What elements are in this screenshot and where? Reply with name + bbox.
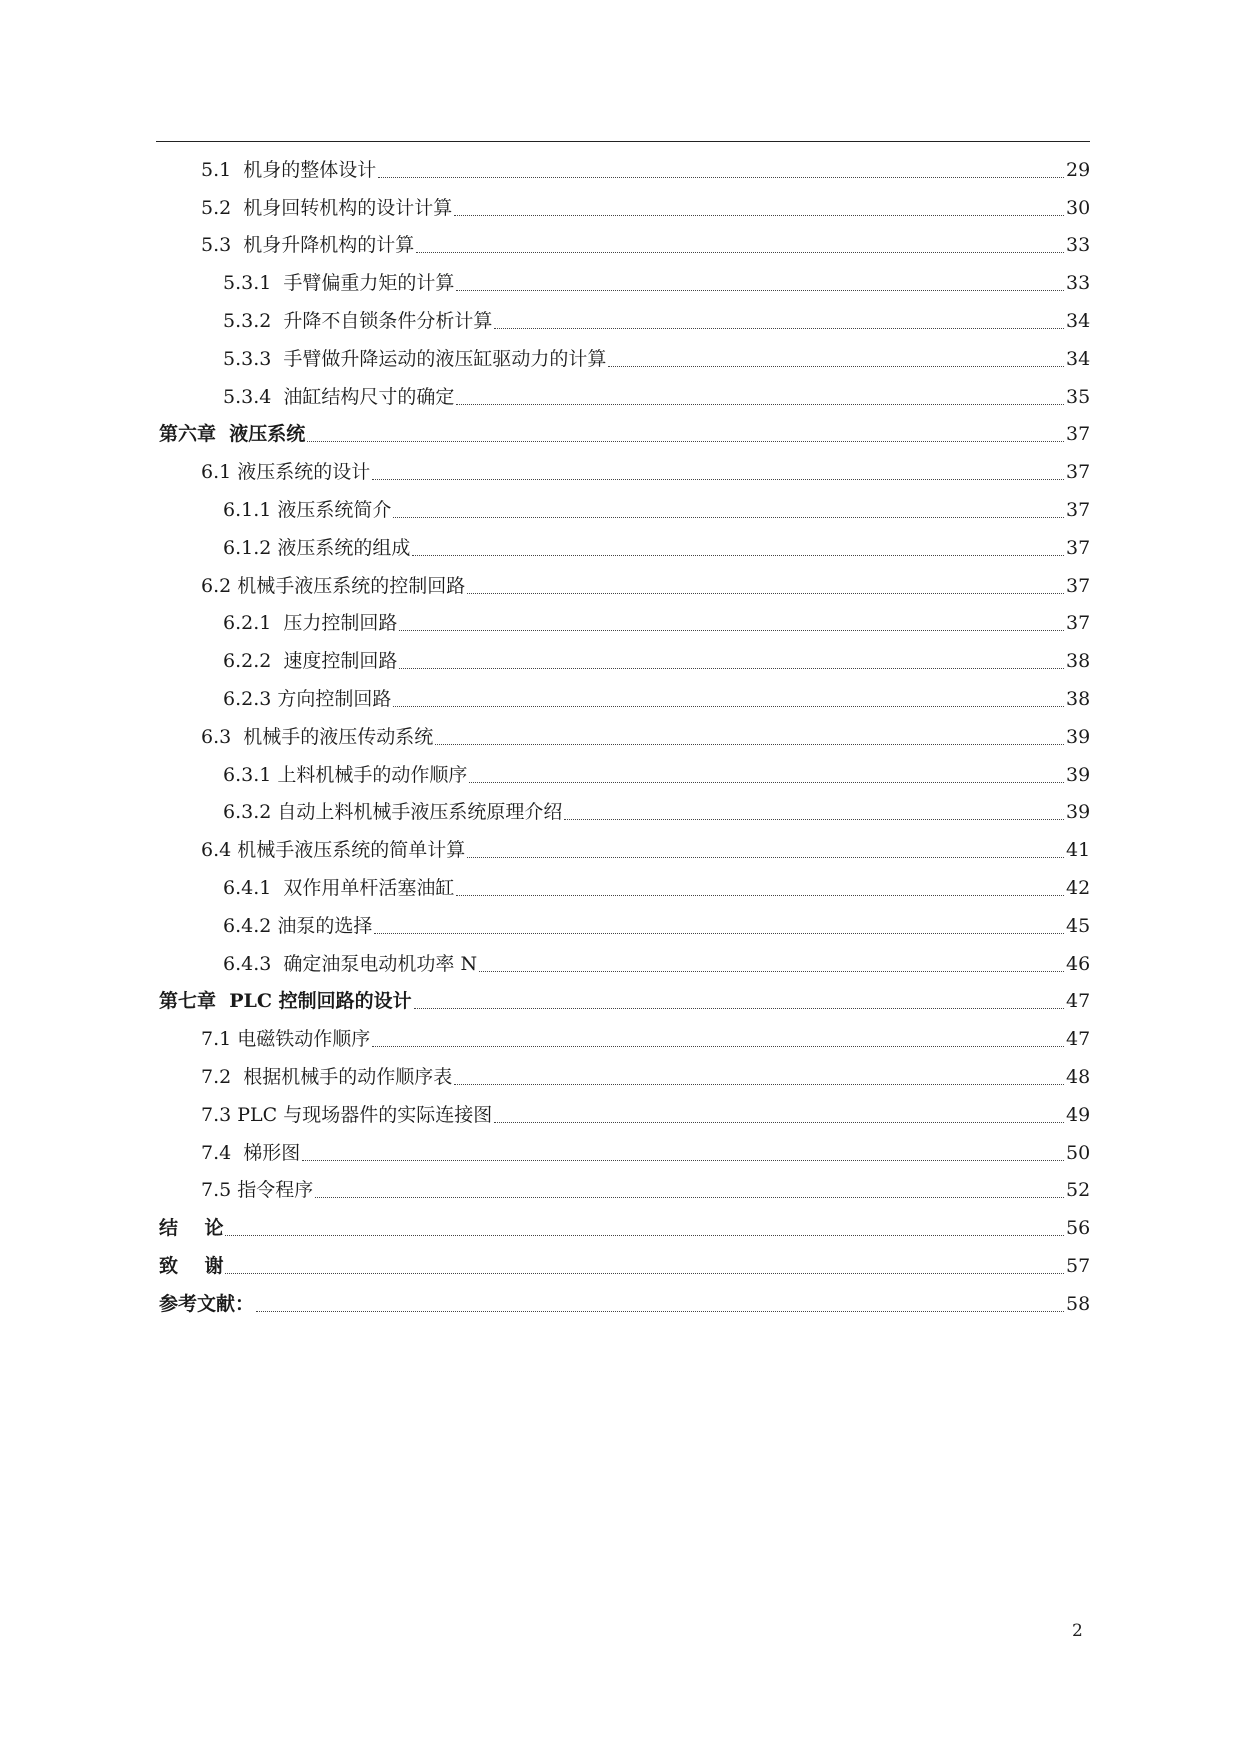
toc-entry[interactable] [156,340,1090,378]
dot-leader [454,1083,1064,1085]
toc-entry-page: 37 [1066,536,1091,559]
toc-entry-title: 6.4.1 双作用单杆活塞油缸 [223,877,455,900]
dot-leader [608,365,1064,367]
toc-entry-page: 57 [1066,1255,1091,1277]
dot-leader [494,327,1064,329]
toc-entry-page: 29 [1066,158,1091,181]
toc-entry-page: 37 [1066,423,1091,446]
toc-entry-title: 7.1 电磁铁动作顺序 [201,1028,371,1051]
toc-entry-page: 39 [1066,763,1091,786]
toc-entry-page: 42 [1066,877,1091,900]
dot-leader [435,743,1064,745]
toc-entry-page: 33 [1066,234,1091,257]
toc-entry-title: 5.3.3 手臂做升降运动的液压缸驱动力的计算 [223,347,607,370]
toc-entry[interactable] [156,567,1090,605]
dot-leader [494,1121,1064,1123]
toc-entry-title: 6.2 机械手液压系统的控制回路 [201,574,466,597]
dot-leader [467,856,1064,858]
toc-entry-page: 50 [1066,1141,1091,1164]
toc-entry-title: 5.3.2 升降不自锁条件分析计算 [223,310,493,333]
toc-entry-title: 5.2 机身回转机构的设计计算 [201,196,453,219]
dot-leader [225,1234,1064,1236]
dot-leader [225,1272,1064,1274]
toc-entry-title: 5.3.4 油缸结构尺寸的确定 [223,385,455,408]
toc-entry[interactable] [156,605,1090,643]
toc-entry[interactable] [156,718,1090,756]
toc-entry[interactable] [156,945,1090,983]
toc-entry-page: 39 [1066,801,1091,824]
toc-entry[interactable] [156,529,1090,567]
dot-leader [256,1310,1064,1312]
toc-entry-title: 7.4 梯形图 [201,1141,301,1164]
toc-entry[interactable] [156,1134,1090,1172]
toc-entry-title: 5.1 机身的整体设计 [201,158,377,181]
toc-entry-page: 37 [1066,461,1091,484]
dot-leader [372,478,1064,480]
toc-entry-page: 47 [1066,1028,1091,1051]
toc-entry-title: 6.2.3 方向控制回路 [223,688,392,711]
toc-entry-title: 6.1.1 液压系统简介 [223,499,392,522]
dot-leader [479,970,1064,972]
table-of-contents [156,151,1090,1323]
toc-entry-page: 33 [1066,272,1091,295]
dot-leader [467,592,1064,594]
dot-leader [315,1196,1064,1198]
dot-leader [372,1045,1064,1047]
toc-entry-page: 46 [1066,952,1091,975]
dot-leader [416,251,1064,253]
toc-entry-title: 致 谢 [159,1255,224,1277]
dot-leader [564,818,1064,820]
toc-entry[interactable] [156,1247,1090,1285]
dot-leader [414,1007,1064,1009]
dot-leader [412,554,1064,556]
toc-entry[interactable] [156,642,1090,680]
toc-entry-title: 结 论 [159,1217,224,1240]
toc-entry[interactable] [156,756,1090,794]
toc-entry[interactable] [156,794,1090,832]
dot-leader [456,289,1064,291]
toc-entry-title: 6.4.2 油泵的选择 [223,914,373,937]
toc-entry[interactable] [156,907,1090,945]
dot-leader [302,1159,1064,1161]
toc-entry-title: 6.3.1 上料机械手的动作顺序 [223,763,468,786]
page-number: 2 [1072,1621,1083,1641]
toc-entry-page: 39 [1066,725,1091,748]
toc-entry[interactable] [156,983,1090,1021]
toc-entry[interactable] [156,151,1090,189]
dot-leader [454,214,1064,216]
toc-entry[interactable] [156,491,1090,529]
dot-leader [307,440,1064,442]
toc-entry-page: 30 [1066,196,1091,219]
toc-entry[interactable] [156,869,1090,907]
toc-entry-page: 52 [1066,1179,1091,1202]
toc-entry[interactable] [156,264,1090,302]
toc-entry-title: 7.5 指令程序 [201,1179,314,1202]
toc-entry[interactable] [156,453,1090,491]
toc-entry-page: 37 [1066,574,1091,597]
toc-entry[interactable] [156,680,1090,718]
toc-entry-title: 6.3.2 自动上料机械手液压系统原理介绍 [223,801,563,824]
dot-leader [456,403,1064,405]
toc-entry-title: 参考文献： [159,1292,255,1315]
toc-entry-title: 5.3.1 手臂偏重力矩的计算 [223,272,455,295]
toc-entry[interactable] [156,1096,1090,1134]
toc-entry[interactable] [156,378,1090,416]
toc-entry[interactable] [156,227,1090,265]
toc-entry-page: 34 [1066,347,1091,370]
toc-entry[interactable] [156,831,1090,869]
toc-entry-page: 45 [1066,914,1091,937]
dot-leader [469,781,1064,783]
toc-entry-page: 49 [1066,1103,1091,1126]
toc-entry-title: 第六章 液压系统 [159,423,306,446]
toc-entry-page: 38 [1066,688,1091,711]
toc-entry[interactable] [156,1285,1090,1323]
toc-entry[interactable] [156,1058,1090,1096]
toc-entry-page: 34 [1066,310,1091,333]
dot-leader [378,176,1064,178]
toc-entry[interactable] [156,416,1090,454]
dot-leader [393,516,1064,518]
toc-entry-page: 35 [1066,385,1091,408]
toc-entry[interactable] [156,1172,1090,1210]
toc-entry-page: 47 [1066,990,1091,1013]
toc-entry-title: 5.3 机身升降机构的计算 [201,234,415,257]
toc-entry[interactable] [156,189,1090,227]
header-rule [156,141,1090,142]
toc-entry-title: 第七章 PLC 控制回路的设计 [159,990,412,1013]
toc-entry[interactable] [156,1020,1090,1058]
toc-entry-title: 6.1.2 液压系统的组成 [223,536,411,559]
toc-entry-title: 6.2.1 压力控制回路 [223,612,398,635]
dot-leader [456,894,1064,896]
toc-entry-title: 6.2.2 速度控制回路 [223,650,398,673]
toc-entry-page: 37 [1066,499,1091,522]
dot-leader [399,667,1064,669]
toc-entry-title: 6.4 机械手液压系统的简单计算 [201,839,466,862]
toc-entry-page: 48 [1066,1066,1091,1089]
toc-entry-title: 6.3 机械手的液压传动系统 [201,725,434,748]
toc-entry-title: 7.2 根据机械手的动作顺序表 [201,1066,453,1089]
toc-entry-title: 7.3 PLC 与现场器件的实际连接图 [201,1103,493,1126]
toc-entry-page: 37 [1066,612,1091,635]
dot-leader [393,705,1064,707]
toc-entry-title: 6.4.3 确定油泵电动机功率 N [223,952,478,975]
toc-entry[interactable] [156,302,1090,340]
toc-entry-page: 38 [1066,650,1091,673]
toc-entry-page: 58 [1066,1292,1091,1315]
toc-entry-page: 41 [1066,839,1091,862]
dot-leader [399,629,1064,631]
toc-entry[interactable] [156,1209,1090,1247]
toc-entry-page: 56 [1066,1217,1091,1240]
dot-leader [374,932,1064,934]
toc-entry-title: 6.1 液压系统的设计 [201,461,371,484]
